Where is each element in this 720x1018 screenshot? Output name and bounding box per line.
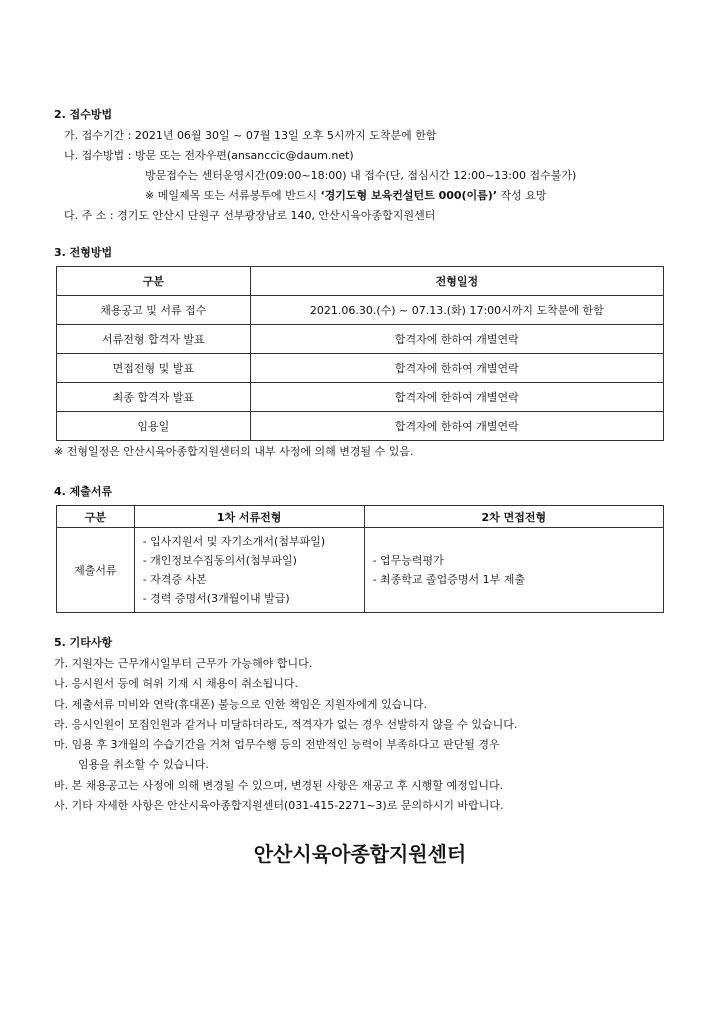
list-item: - 개인정보수집동의서(첨부파일) — [142, 554, 297, 567]
table-row — [57, 528, 664, 613]
schedule-table — [56, 266, 664, 441]
section-3-heading: 3. 전형방법 — [54, 246, 113, 259]
s2-line-method: 나. 접수방법 : 방문 또는 전자우편(ansanccic@daum.net) — [64, 149, 354, 162]
documents-header-second: 2차 면접전형 — [364, 506, 663, 528]
table-row — [57, 354, 664, 383]
s5-line: 바. 본 채용공고는 사정에 의해 변경될 수 있으며, 변경된 사항은 재공고 후 시행할 예정입니다. — [54, 779, 504, 792]
s2-note — [145, 187, 547, 203]
schedule-cell-date: 2021.06.30.(수) ~ 07.13.(화) 17:00시까지 도착분에 한함 — [250, 296, 663, 325]
schedule-cell-date: 합격자에 한하여 개별연락 — [250, 383, 663, 412]
section-4-heading: 4. 제출서류 — [54, 485, 113, 498]
documents-row-label: 제출서류 — [57, 528, 135, 613]
s2-line-visit: 방문접수는 센터운영시간(09:00~18:00) 내 접수(단, 점심시간 12:00~13:00 접수불가) — [145, 169, 577, 182]
schedule-cell-category: 채용공고 및 서류 접수 — [57, 296, 251, 325]
s5-line: 마. 임용 후 3개월의 수습기간을 거쳐 업무수행 등의 전반적인 능력이 부족하다고 판단될 경우 — [54, 738, 500, 751]
s2-note-suffix: 작성 요망 — [497, 189, 547, 202]
documents-header-first: 1차 서류전형 — [134, 506, 364, 528]
s5-line: 가. 지원자는 근무개시일부터 근무가 가능해야 합니다. — [54, 657, 313, 670]
schedule-cell-date: 합격자에 한하여 개별연락 — [250, 325, 663, 354]
list-item: - 업무능력평가 — [372, 554, 444, 567]
s2-note-prefix: ※ 메일제목 또는 서류봉투에 반드시 — [145, 189, 321, 202]
first-round-list — [134, 528, 364, 613]
s5-line: 임용을 취소할 수 있습니다. — [78, 758, 209, 771]
documents-table — [56, 505, 664, 613]
schedule-cell-category: 면접전형 및 발표 — [57, 354, 251, 383]
s5-line: 사. 기타 자세한 사항은 안산시육아종합지원센터(031-415-2271~3)로 문의하시기 바랍니다. — [54, 799, 504, 812]
schedule-cell-category: 서류전형 합격자 발표 — [57, 325, 251, 354]
table-row — [57, 412, 664, 441]
schedule-header-category: 구분 — [57, 267, 251, 296]
schedule-cell-date: 합격자에 한하여 개별연락 — [250, 412, 663, 441]
s5-line: 라. 응시인원이 모집인원과 같거나 미달하더라도, 적격자가 없는 경우 선발하지 않을 수 있습니다. — [54, 718, 518, 731]
list-item: - 최종학교 졸업증명서 1부 제출 — [372, 573, 526, 586]
list-item: - 경력 증명서(3개월이내 발급) — [142, 592, 290, 605]
schedule-cell-date: 합격자에 한하여 개별연락 — [250, 354, 663, 383]
s5-line: 다. 제출서류 미비와 연락(휴대폰) 불능으로 인한 책임은 지원자에게 있습니다. — [54, 698, 427, 711]
documents-header-category: 구분 — [57, 506, 135, 528]
s2-line-address: 다. 주 소 : 경기도 안산시 단원구 선부광장남로 140, 안산시육아종합지원센터 — [64, 209, 436, 222]
list-item: - 입사지원서 및 자기소개서(첨부파일) — [142, 535, 326, 548]
table-row — [57, 296, 664, 325]
list-item: - 자격증 사본 — [142, 573, 207, 586]
table-row — [57, 325, 664, 354]
section-5-heading: 5. 기타사항 — [54, 636, 113, 649]
schedule-cell-category: 임용일 — [57, 412, 251, 441]
schedule-header-schedule: 전형일정 — [250, 267, 663, 296]
s5-line: 나. 응시원서 등에 허위 기재 시 채용이 취소됩니다. — [54, 677, 298, 690]
second-round-list — [364, 528, 663, 613]
table-row — [57, 383, 664, 412]
s2-note-bold: ‘경기도형 보육컨설턴트 000(이름)’ — [320, 189, 498, 202]
schedule-cell-category: 최종 합격자 발표 — [57, 383, 251, 412]
section-2-heading: 2. 접수방법 — [54, 108, 113, 121]
s3-note: ※ 전형일정은 안산시육아종합지원센터의 내부 사정에 의해 변경될 수 있음. — [54, 445, 414, 458]
s2-line-period: 가. 접수기간 : 2021년 06월 30일 ~ 07월 13일 오후 5시까지 도착분에 한함 — [64, 129, 437, 142]
organization-name: 안산시육아종합지원센터 — [253, 842, 467, 866]
